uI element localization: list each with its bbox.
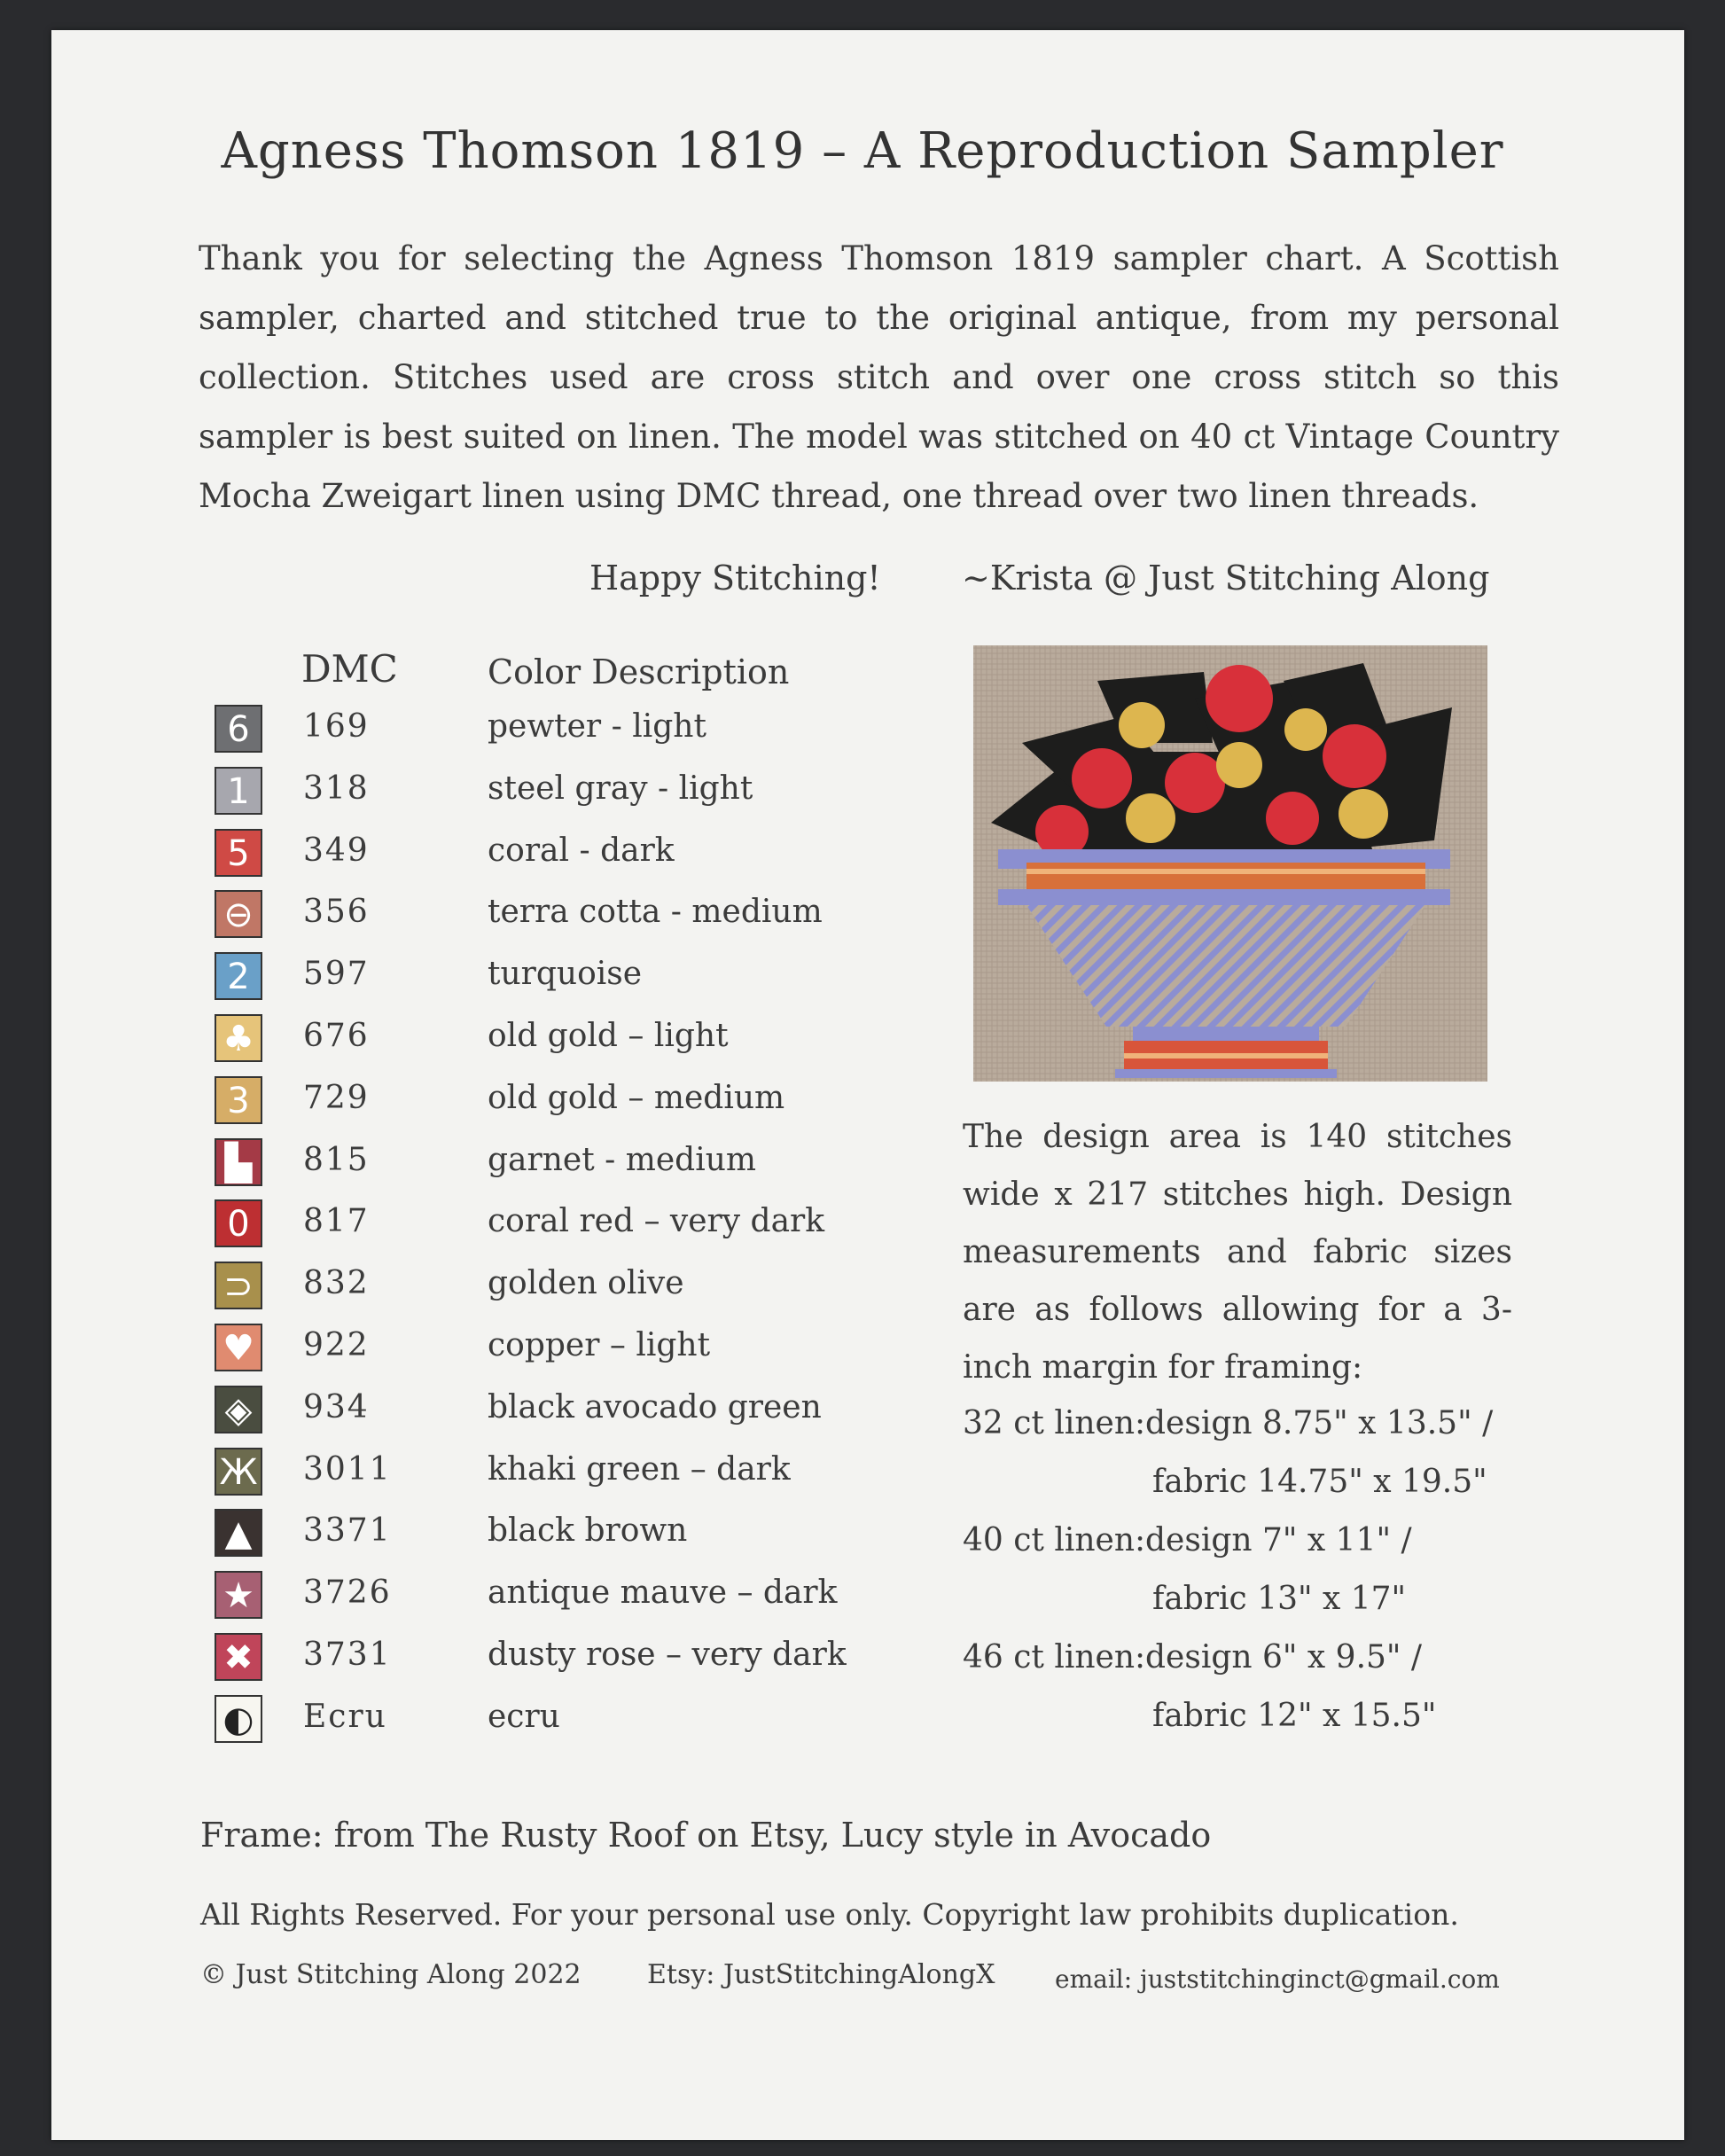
symbol-swatch: ♣ (215, 1014, 262, 1062)
dmc-number: 356 (303, 894, 370, 931)
design-size: design 7" x 11" / (1145, 1522, 1412, 1558)
color-description: black brown (488, 1512, 688, 1550)
thread-row (0, 1695, 886, 1757)
symbol-swatch: ◐ (215, 1695, 262, 1743)
contact-email: email: juststitchinginct@gmail.com (1055, 1965, 1500, 1994)
dmc-number: 832 (303, 1265, 370, 1302)
color-description: steel gray - light (488, 769, 753, 807)
dmc-number: 318 (303, 769, 370, 807)
color-description: terra cotta - medium (488, 894, 823, 931)
linen-count: 40 ct linen: (963, 1522, 1146, 1558)
symbol-swatch: ⊃ (215, 1262, 262, 1309)
linen-count: 46 ct linen: (963, 1639, 1146, 1676)
dmc-number: 934 (303, 1388, 370, 1426)
design-size-paragraph: The design area is 140 stitches wide x 217 stitches high. Design measurements and fabric sizes are as follows allowing for a 3-inch margin for framing: (963, 1119, 1512, 1386)
color-description: antique mauve – dark (488, 1574, 838, 1612)
dmc-number: 597 (303, 956, 370, 993)
fabric-size: fabric 13" x 17" (1152, 1581, 1407, 1617)
thread-row (0, 1571, 886, 1633)
thread-row (0, 890, 886, 952)
symbol-swatch: Ж (215, 1448, 262, 1496)
symbol-swatch: 1 (215, 767, 262, 815)
color-description: old gold – light (488, 1018, 729, 1054)
dmc-number: 729 (303, 1079, 370, 1116)
dmc-number: 3731 (303, 1637, 392, 1673)
dmc-number: 922 (303, 1327, 370, 1363)
color-description: garnet - medium (488, 1141, 757, 1178)
color-description: golden olive (488, 1265, 684, 1302)
symbol-swatch: ◈ (215, 1386, 262, 1433)
fabric-size: fabric 14.75" x 19.5" (1152, 1464, 1487, 1500)
thread-row (0, 1324, 886, 1386)
stitched-model-photo (973, 645, 1487, 1082)
thread-row (0, 952, 886, 1014)
linen-count: 32 ct linen: (963, 1405, 1146, 1441)
fruit-basket-illustration (973, 645, 1487, 1082)
dmc-number: 3011 (303, 1450, 392, 1488)
dmc-number: 817 (303, 1203, 370, 1240)
color-description: copper – light (488, 1327, 711, 1363)
dmc-number: 3726 (303, 1574, 392, 1612)
color-description: ecru (488, 1698, 560, 1735)
color-description: khaki green – dark (488, 1450, 791, 1488)
thread-row (0, 1138, 886, 1200)
color-description: pewter - light (488, 708, 706, 745)
design-size: design 6" x 9.5" / (1145, 1639, 1423, 1676)
color-description: black avocado green (488, 1388, 822, 1426)
thread-row (0, 767, 886, 829)
intro-paragraph: Thank you for selecting the Agness Thomson 1819 sampler chart. A Scottish sampler, charted and stitched true to the original antique, from my personal collection. Stitches used are cross stitch and over one cross stitch so this sampler is best suited on linen. The model was stitched on 40 ct Vintage Country Mocha Zweigart linen using DMC thread, one thread over two linen threads. (199, 239, 1559, 515)
symbol-swatch: 0 (215, 1199, 262, 1247)
symbol-swatch: 5 (215, 829, 262, 877)
thread-row (0, 829, 886, 891)
symbol-swatch: ★ (215, 1571, 262, 1619)
symbol-swatch: ✖ (215, 1633, 262, 1681)
symbol-swatch: 6 (215, 705, 262, 753)
thread-row (0, 1633, 886, 1695)
page-title: Agness Thomson 1819 – A Reproduction Sampler (221, 122, 1504, 180)
thread-row (0, 1199, 886, 1262)
thread-row (0, 1076, 886, 1138)
thread-row (0, 1386, 886, 1448)
frame-note: Frame: from The Rusty Roof on Etsy, Lucy style in Avocado (200, 1816, 1212, 1855)
dmc-number: 3371 (303, 1512, 392, 1550)
copyright-note: © Just Stitching Along 2022 (200, 1959, 582, 1990)
thread-row (0, 1014, 886, 1076)
symbol-swatch: ▲ (215, 1509, 262, 1557)
dmc-number: 349 (303, 832, 370, 869)
color-description: old gold – medium (488, 1079, 785, 1116)
greeting: Happy Stitching! (589, 559, 881, 598)
color-description: coral red – very dark (488, 1203, 825, 1240)
dmc-number: 815 (303, 1141, 370, 1178)
etsy-shop: Etsy: JustStitchingAlongX (647, 1959, 995, 1990)
design-size: design 8.75" x 13.5" / (1145, 1405, 1494, 1441)
color-column-header: Color Description (488, 652, 790, 691)
dmc-number: 169 (303, 708, 370, 745)
thread-row (0, 1262, 886, 1324)
signature: ~Krista @ Just Stitching Along (962, 559, 1490, 598)
thread-row (0, 1509, 886, 1571)
color-description: coral - dark (488, 832, 675, 869)
dmc-number: 676 (303, 1018, 370, 1054)
symbol-swatch: 3 (215, 1076, 262, 1124)
symbol-swatch: 2 (215, 952, 262, 1000)
symbol-swatch: ▙ (215, 1138, 262, 1186)
dmc-column-header: DMC (301, 647, 398, 691)
fabric-size: fabric 12" x 15.5" (1152, 1698, 1437, 1734)
symbol-swatch: ⊖ (215, 890, 262, 938)
color-description: turquoise (488, 956, 643, 993)
symbol-swatch: ♥ (215, 1324, 262, 1371)
thread-row (0, 1448, 886, 1510)
thread-row (0, 705, 886, 767)
dmc-number: Ecru (303, 1698, 387, 1735)
rights-note: All Rights Reserved. For your personal use only. Copyright law prohibits duplication. (200, 1897, 1459, 1932)
color-description: dusty rose – very dark (488, 1637, 847, 1673)
